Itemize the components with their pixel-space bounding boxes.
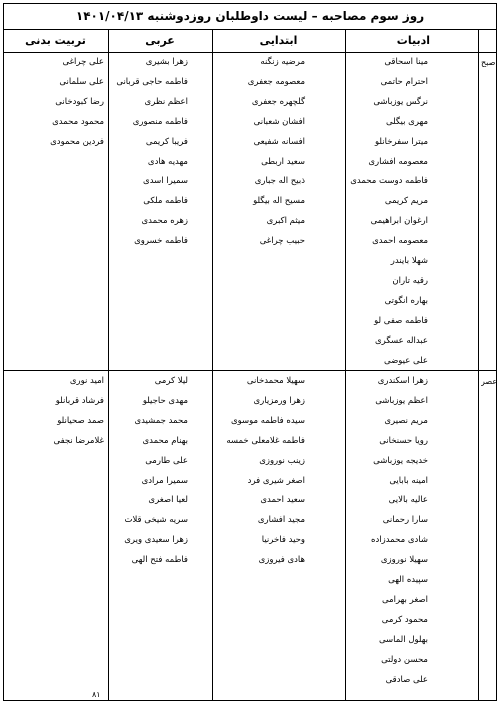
column-divider [108,30,109,701]
name-cell-adabiyat: سارا رحمانی [382,515,428,526]
name-cell-ebtedaei: سهیلا محمدخانی [246,376,305,386]
name-cell-arabi: مهدیه هادی [147,156,188,167]
name-cell-tarbiat: علی سلمانی [59,76,104,87]
name-cell-adabiyat: ارغوان ابراهیمی [370,216,428,227]
name-cell-adabiyat: عبداله عسگری [374,335,428,346]
name-cell-adabiyat: محسن دولتی [381,654,428,665]
name-cell-arabi: سریه شیخی قلات [124,515,188,526]
column-header-tarbiat: تربیت بدنی [25,34,86,47]
name-cell-tarbiat: امید نوری [69,376,104,386]
page-number: ۸۱ [92,690,101,699]
name-cell-ebtedaei: مسیح اله بیگلو [253,196,305,207]
name-cell-adabiyat: عالیه بالایی [388,495,428,506]
name-cell-adabiyat: میترا سفرخانلو [375,136,428,147]
name-cell-ebtedaei: وحید فاخرنیا [261,535,305,546]
name-cell-arabi: محمد جمشیدی [134,415,188,426]
name-cell-tarbiat: صمد صحیانلو [57,415,104,426]
name-cell-tarbiat: محمود محمدی [52,116,104,127]
name-cell-adabiyat: اعظم یوزباشی [375,395,428,406]
section-divider [3,370,497,371]
column-divider [212,30,213,701]
name-cell-ebtedaei: سعید احمدی [260,495,305,506]
name-cell-arabi: اعظم نظری [144,96,188,107]
name-cell-arabi: زهرا سعیدی ویری [124,535,188,546]
name-cell-adabiyat: بهاره انگوتی [384,295,428,306]
name-cell-adabiyat: مریم نصیری [384,415,428,426]
name-cell-adabiyat: مهری بیگلی [385,116,428,127]
name-cell-ebtedaei: سعید اربطی [261,156,305,167]
name-cell-arabi: فاطمه فتح الهی [131,555,188,566]
name-cell-arabi: زهرا بشیری [145,57,188,67]
name-cell-ebtedaei: زهرا ورمزیاری [253,395,305,406]
name-cell-adabiyat: مینا اسحاقی [384,57,428,67]
name-cell-arabi: بهنام محمدی [142,435,188,446]
name-cell-tarbiat: علی چراغی [62,57,104,67]
name-cell-ebtedaei: ذبیح اله جباری [254,176,305,187]
column-header-adabiyat: ادبیات [396,34,430,47]
name-cell-adabiyat: محمود کرمی [381,614,428,625]
name-cell-ebtedaei: افسانه شفیعی [253,136,305,147]
name-cell-arabi: فریبا کریمی [145,136,188,147]
header-divider [3,52,497,53]
name-cell-adabiyat: علی عیوضی [383,355,428,366]
name-cell-adabiyat: رقیه تاران [392,275,428,286]
name-cell-arabi: سمیرا اسدی [143,176,188,187]
name-cell-ebtedaei: میثم اکبری [266,216,305,227]
name-cell-ebtedaei: هادی فیروزی [258,555,305,566]
column-header-arabi: عربی [145,34,175,47]
name-cell-adabiyat: فاطمه صفی لو [374,315,428,326]
name-cell-adabiyat: خدیجه یوزباشی [373,455,428,466]
name-cell-adabiyat: مریم کریمی [384,196,428,207]
name-cell-adabiyat: معصومه افشاری [368,156,428,167]
name-cell-adabiyat: شادی محمدزاده [371,535,428,546]
name-cell-adabiyat: معصومه احمدی [372,236,428,247]
column-divider [478,30,479,701]
name-cell-ebtedaei: مرضیه زنگنه [260,57,305,67]
name-cell-adabiyat: نرگس یوزباشی [373,96,428,107]
name-cell-adabiyat: امینه بابایی [389,475,428,486]
name-cell-adabiyat: رویا حسنخانی [379,435,428,446]
name-cell-ebtedaei: مجید افشاری [257,515,305,526]
name-cell-arabi: فاطمه حاجی قربانی [116,76,188,87]
name-cell-arabi: فاطمه خسروی [134,236,188,247]
name-cell-adabiyat: احترام حاتمی [380,76,428,87]
name-cell-adabiyat: شهلا بایندر [390,256,428,266]
name-cell-ebtedaei: گلچهره جعفری [251,96,305,107]
column-header-ebtedaei: ابتدایی [259,34,298,47]
name-cell-ebtedaei: حبیب چراغی [259,236,305,247]
name-cell-ebtedaei: سیده فاطمه موسوی [230,415,305,426]
name-cell-arabi: لعیا اصغری [148,495,188,506]
section-label: صبح [481,58,496,67]
name-cell-arabi: زهره محمدی [141,216,188,227]
name-cell-arabi: علی طارمی [145,455,188,466]
name-cell-adabiyat: زهرا اسکندری [377,376,428,386]
name-cell-tarbiat: غلامرضا نجفی [53,435,104,446]
name-cell-adabiyat: سپیده الهی [388,575,428,585]
name-cell-tarbiat: رضا کبودخانی [55,96,104,107]
name-cell-adabiyat: فاطمه دوست محمدی [350,176,428,187]
name-cell-arabi: لیلا کرمی [154,376,188,386]
name-cell-ebtedaei: فاطمه غلامعلی خمسه [226,435,305,446]
name-cell-tarbiat: فردین محمودی [50,136,104,147]
section-label: عصر [481,377,497,386]
name-cell-ebtedaei: معصومه جعفری [247,76,305,87]
name-cell-arabi: مهدی حاجیلو [142,395,188,406]
page-title: روز سوم مصاحبه – لیست داوطلبان روزدوشنبه ۱۴۰۱/۰۴/۱۳ [3,3,497,30]
name-cell-tarbiat: فرشاد قربانلو [55,395,104,406]
name-cell-arabi: فاطمه ملکی [143,196,188,207]
name-cell-arabi: فاطمه منصوری [132,116,188,127]
name-cell-arabi: سمیرا مرادی [141,475,188,486]
name-cell-ebtedaei: زینب نوروزی [259,455,305,466]
name-cell-ebtedaei: اصغر شیری فرد [247,475,305,486]
name-cell-ebtedaei: افشان شعبانی [253,116,305,127]
name-cell-adabiyat: علی صادقی [385,674,428,685]
name-cell-adabiyat: اصغر بهرامی [381,594,428,605]
name-cell-adabiyat: بهلول الماسی [378,634,428,645]
name-cell-adabiyat: سهیلا نوروزی [380,555,428,566]
